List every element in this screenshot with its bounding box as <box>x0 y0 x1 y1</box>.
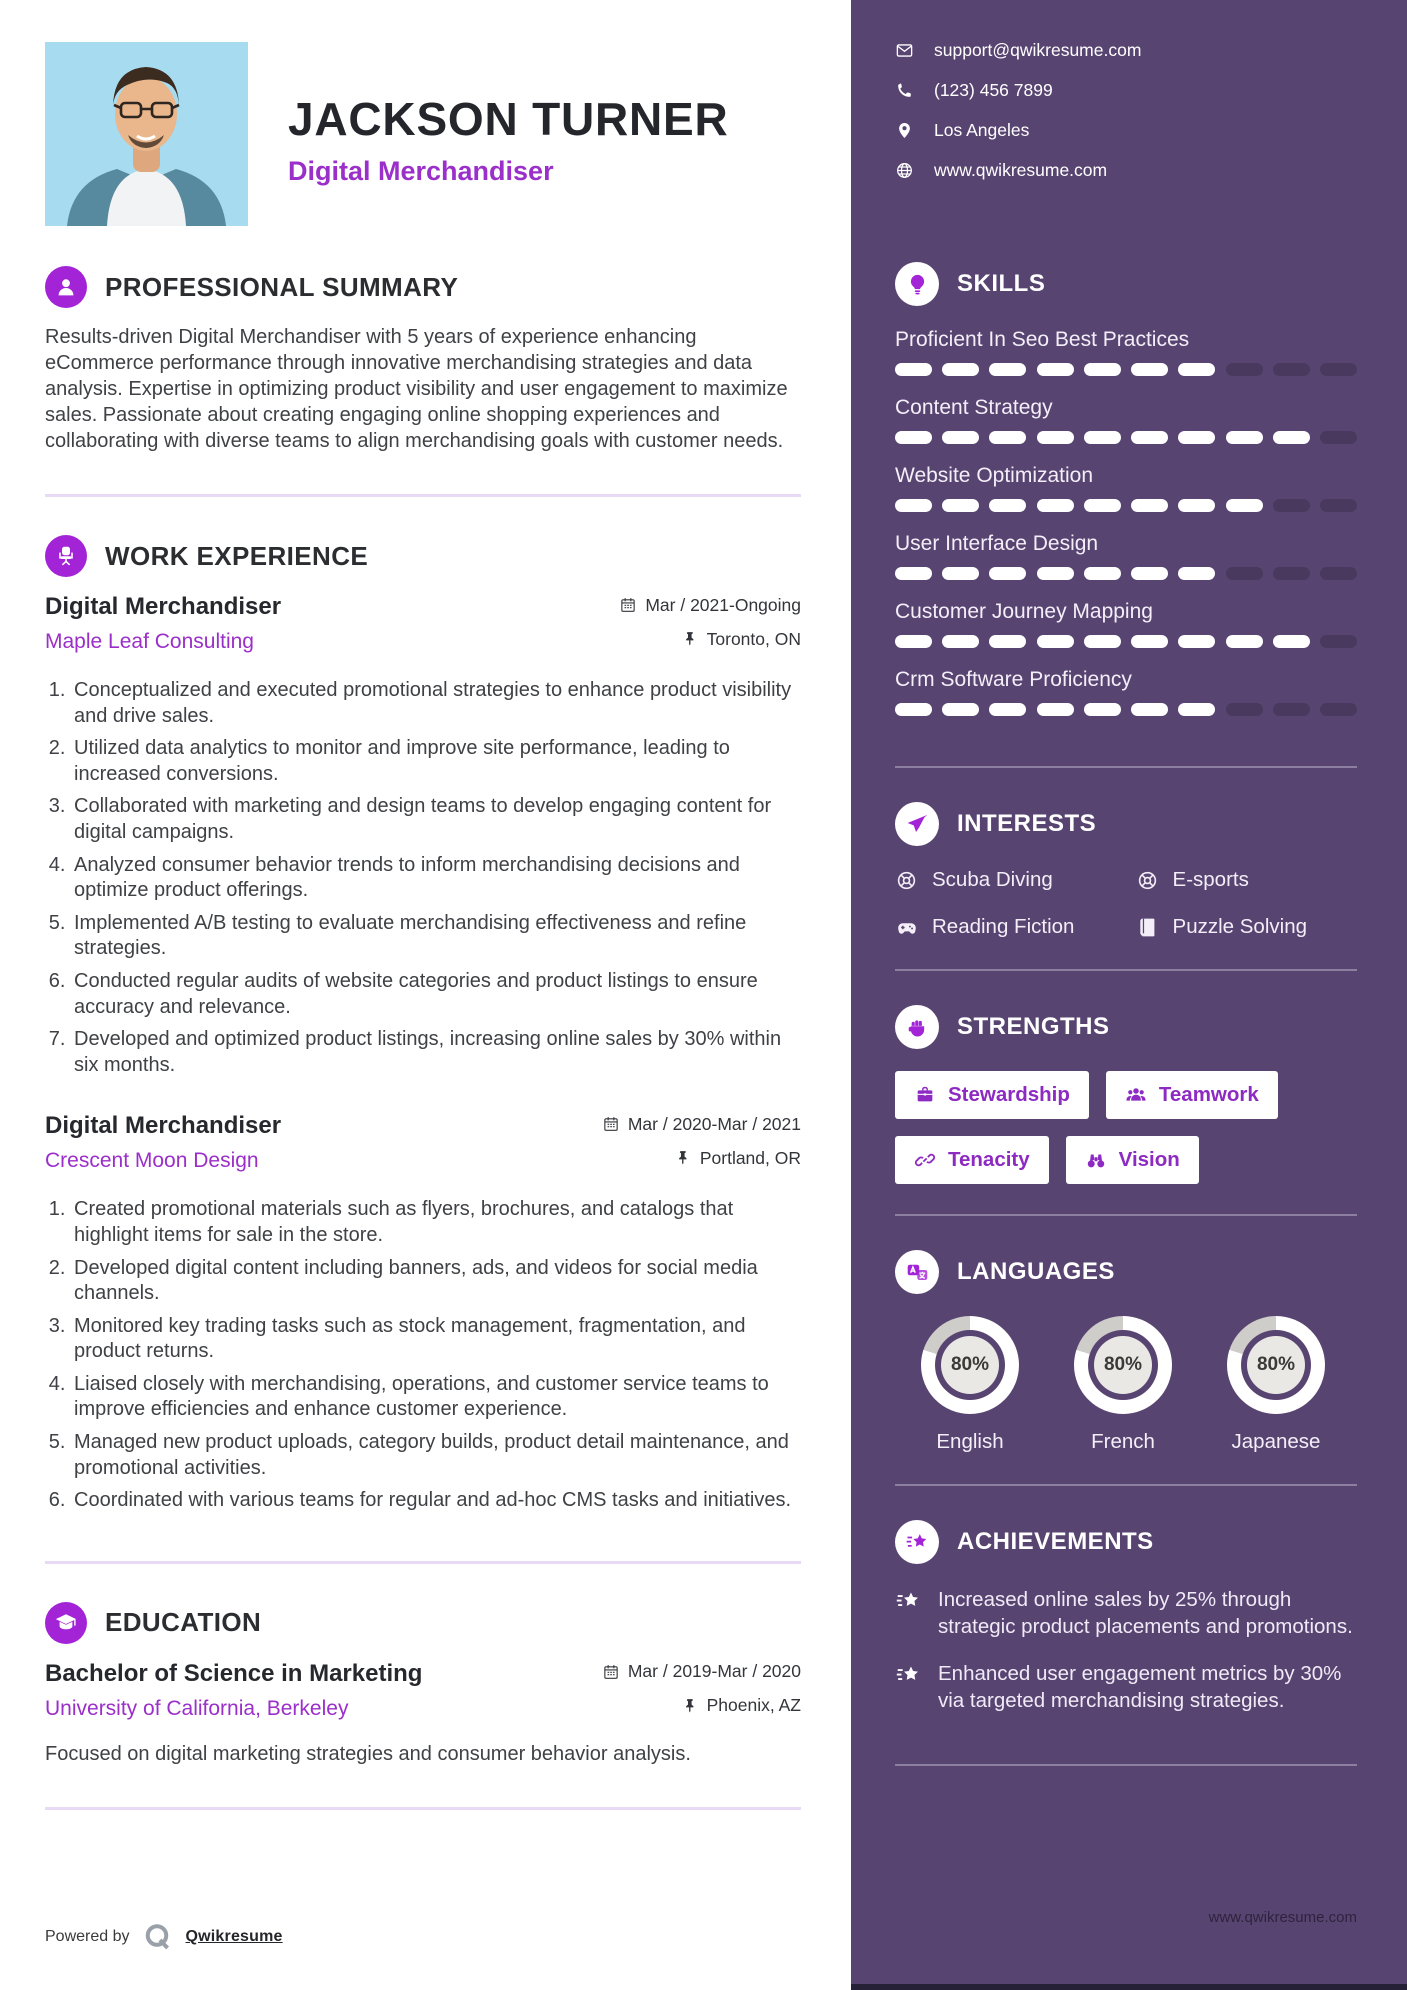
qwikresume-logo <box>143 1922 173 1952</box>
skill-level-bar <box>895 635 1357 648</box>
education-header <box>45 1602 801 1644</box>
skill-dash <box>1131 703 1168 716</box>
job-date <box>602 1114 801 1135</box>
identity-header <box>45 42 801 226</box>
education-date <box>602 1661 801 1682</box>
office-chair-icon <box>45 535 87 577</box>
skill-dash <box>1131 431 1168 444</box>
book-icon <box>1136 916 1159 939</box>
skill-dash <box>895 567 932 580</box>
language-ring <box>921 1316 1019 1414</box>
profile-photo <box>45 42 248 226</box>
wheel-icon <box>895 869 918 892</box>
job-date <box>619 595 801 616</box>
job-company: Crescent Moon Design <box>45 1149 259 1173</box>
job-date-text: Mar / 2021-Ongoing <box>645 594 801 615</box>
skill-dash <box>895 499 932 512</box>
job-entry <box>45 1112 801 1514</box>
divider <box>45 1561 801 1564</box>
achievement-item <box>895 1660 1357 1714</box>
job-bullet: 4. Analyzed consumer behavior trends to inform merchandising decisions and optimize product offerings. <box>71 853 801 904</box>
skill-dash <box>1273 635 1310 648</box>
skill-dash <box>895 431 932 444</box>
skill-dash <box>1273 567 1310 580</box>
skill-dash <box>1131 567 1168 580</box>
skill-dash <box>989 567 1026 580</box>
skill-dash <box>895 363 932 376</box>
skill-dash <box>1084 635 1121 648</box>
strength-badge <box>1066 1136 1199 1184</box>
contact-phone[interactable] <box>895 80 1357 101</box>
job-title: Digital Merchandiser <box>45 593 282 620</box>
phone-icon <box>895 81 914 100</box>
language-percent: 80% <box>1247 1336 1305 1394</box>
education-location-text: Phoenix, AZ <box>706 1695 801 1716</box>
education-section <box>45 1602 801 1767</box>
job-title: Digital Merchandiser <box>45 1112 282 1140</box>
skill-dash <box>1131 499 1168 512</box>
contact-location-text: Los Angeles <box>934 120 1030 140</box>
skill-dash <box>1037 431 1074 444</box>
skill-item <box>895 464 1357 512</box>
skill-dash <box>942 499 979 512</box>
summary-title: PROFESSIONAL SUMMARY <box>105 271 459 302</box>
education-location <box>681 1695 801 1716</box>
interest-label: E-sports <box>1172 868 1249 891</box>
shooting-star-icon <box>895 1520 939 1564</box>
skill-dash <box>989 363 1026 376</box>
skill-dash <box>1226 499 1263 512</box>
briefcase-icon <box>914 1084 936 1106</box>
envelope-icon <box>895 41 914 60</box>
pushpin-icon <box>681 630 699 648</box>
chain-icon <box>914 1149 936 1171</box>
skill-dash <box>1084 431 1121 444</box>
skill-dash <box>1178 499 1215 512</box>
interests-section <box>895 802 1357 939</box>
skill-dash <box>989 635 1026 648</box>
pushpin-icon <box>681 1697 699 1715</box>
skill-label: Website Optimization <box>895 464 1094 487</box>
sidebar-divider <box>895 1484 1357 1486</box>
job-bullet: 5. Implemented A/B testing to evaluate merchandising effectiveness and refine strategies. <box>71 911 801 962</box>
language-label: English <box>936 1430 1004 1453</box>
skill-level-bar <box>895 703 1357 716</box>
sidebar-divider <box>895 1764 1357 1766</box>
skill-dash <box>895 635 932 648</box>
job-bullet-list <box>45 1197 801 1514</box>
strengths-title: STRENGTHS <box>957 1013 1110 1040</box>
identity-text <box>288 92 729 187</box>
skill-dash <box>1131 635 1168 648</box>
strength-badge <box>1106 1071 1278 1119</box>
skill-dash <box>1037 363 1074 376</box>
interest-item <box>1136 868 1357 892</box>
education-date-text: Mar / 2019-Mar / 2020 <box>627 1661 801 1682</box>
job-location-text: Toronto, ON <box>706 628 801 649</box>
skill-dash <box>1273 363 1310 376</box>
education-title: EDUCATION <box>105 1607 262 1638</box>
interests-title: INTERESTS <box>957 810 1097 837</box>
lightbulb-icon <box>895 262 939 306</box>
skill-level-bar <box>895 363 1357 376</box>
job-bullet: 1. Conceptualized and executed promotional strategies to enhance product visibility and drive sales. <box>71 678 801 729</box>
job-location <box>681 629 801 650</box>
achievements-list <box>895 1586 1357 1714</box>
skill-dash <box>1037 703 1074 716</box>
shooting-star-icon <box>895 1588 922 1640</box>
skill-dash <box>1037 499 1074 512</box>
job-bullet: 3. Collaborated with marketing and design teams to develop engaging content for digital campaigns. <box>71 794 801 845</box>
person-name: JACKSON TURNER <box>288 93 729 145</box>
contact-email[interactable] <box>895 40 1357 61</box>
job-bullet: 7. Developed and optimized product listings, increasing online sales by 30% within six months. <box>71 1027 801 1078</box>
gamepad-icon <box>895 916 918 939</box>
calendar-icon <box>619 596 637 614</box>
job-company: Maple Leaf Consulting <box>45 630 254 653</box>
skill-dash <box>942 431 979 444</box>
job-bullet: 1. Created promotional materials such as flyers, brochures, and catalogs that highlight items for sale in the store. <box>71 1197 801 1248</box>
achievements-title: ACHIEVEMENTS <box>957 1528 1154 1555</box>
achievement-item <box>895 1586 1357 1640</box>
paper-plane-icon <box>895 802 939 846</box>
skill-dash <box>989 431 1026 444</box>
achievement-text: Enhanced user engagement metrics by 30% via targeted merchandising strategies. <box>938 1662 1342 1713</box>
qwikresume-link[interactable]: Qwikresume <box>185 1928 283 1945</box>
skill-level-bar <box>895 499 1357 512</box>
job-location <box>674 1148 801 1169</box>
skill-dash <box>1084 567 1121 580</box>
skill-label: Content Strategy <box>895 396 1053 419</box>
skill-dash <box>1273 431 1310 444</box>
skill-label: Crm Software Proficiency <box>895 668 1132 691</box>
work-title: WORK EXPERIENCE <box>105 540 369 571</box>
job-date-text: Mar / 2020-Mar / 2021 <box>627 1113 801 1134</box>
skill-level-bar <box>895 567 1357 580</box>
achievements-section <box>895 1520 1357 1734</box>
contact-website[interactable] <box>895 160 1357 181</box>
job-location-text: Portland, OR <box>699 1147 801 1168</box>
skill-dash <box>1320 431 1357 444</box>
skill-dash <box>1084 363 1121 376</box>
work-section <box>45 535 801 1521</box>
location-pin-icon <box>895 121 914 140</box>
divider <box>45 494 801 497</box>
school-name: University of California, Berkeley <box>45 1696 349 1720</box>
skill-dash <box>1131 363 1168 376</box>
job-bullet-list <box>45 678 801 1078</box>
job-bullet: 6. Conducted regular audits of website categories and product listings to ensure accuracy and relevance. <box>71 969 801 1020</box>
interest-label: Reading Fiction <box>932 915 1075 938</box>
sidebar-divider <box>895 969 1357 971</box>
contact-block <box>895 40 1357 200</box>
skill-dash <box>1273 499 1310 512</box>
skill-dash <box>1226 431 1263 444</box>
skill-dash <box>989 499 1026 512</box>
job-entry <box>45 593 801 1078</box>
skill-dash <box>942 567 979 580</box>
pushpin-icon <box>674 1149 692 1167</box>
skill-dash <box>1226 363 1263 376</box>
strength-label: Vision <box>1118 1148 1180 1171</box>
graduation-cap-icon <box>45 1602 87 1644</box>
skill-item <box>895 328 1357 376</box>
skill-dash <box>1320 703 1357 716</box>
skill-dash <box>1226 635 1263 648</box>
skill-dash <box>1178 567 1215 580</box>
strength-label: Teamwork <box>1158 1083 1259 1106</box>
skill-label: Customer Journey Mapping <box>895 600 1153 623</box>
skill-dash <box>1037 635 1074 648</box>
skill-dash <box>1320 567 1357 580</box>
language-ring <box>1227 1316 1325 1414</box>
language-percent: 80% <box>941 1336 999 1394</box>
wheel-icon <box>1136 869 1159 892</box>
interest-label: Scuba Diving <box>932 868 1053 891</box>
language-item <box>1048 1316 1198 1454</box>
sidebar-site-url: www.qwikresume.com <box>1208 1909 1357 1926</box>
strengths-list <box>895 1071 1357 1184</box>
skill-item <box>895 396 1357 444</box>
fist-icon <box>895 1005 939 1049</box>
calendar-icon <box>602 1663 620 1681</box>
strengths-section <box>895 1005 1357 1184</box>
sidebar-divider <box>895 766 1357 768</box>
team-icon <box>1125 1084 1147 1106</box>
skill-dash <box>895 703 932 716</box>
language-label: Japanese <box>1231 1430 1321 1453</box>
skill-item <box>895 532 1357 580</box>
skill-dash <box>1273 703 1310 716</box>
contact-phone-text: (123) 456 7899 <box>934 80 1053 100</box>
binoculars-icon <box>1085 1149 1107 1171</box>
job-bullet: 4. Liaised closely with merchandising, operations, and customer service teams to improve efficiencies and enhance customer experience. <box>71 1372 801 1423</box>
achievement-text: Increased online sales by 25% through strategic product placements and promotions. <box>938 1588 1353 1639</box>
globe-icon <box>895 161 914 180</box>
skills-section <box>895 262 1357 736</box>
translate-icon <box>895 1250 939 1294</box>
skill-dash <box>942 635 979 648</box>
powered-by-footer <box>45 1922 801 1952</box>
job-bullet: 3. Monitored key trading tasks such as stock management, fragmentation, and product returns. <box>71 1314 801 1365</box>
language-label: French <box>1091 1430 1155 1453</box>
summary-header <box>45 266 801 308</box>
language-ring <box>1074 1316 1172 1414</box>
summary-text: Results-driven Digital Merchandiser with 5 years of experience enhancing eCommerce performance through innovative merchandising strategies and data analysis. Expertise in optimizing product visibility and user engagement to maximize sales. Passionate about creating engaging online shopping experiences and collaborating with diverse teams to align merchandising goals with customer needs. <box>45 326 788 452</box>
skill-dash <box>1178 703 1215 716</box>
skill-dash <box>1084 703 1121 716</box>
strength-badge <box>895 1071 1089 1119</box>
skill-dash <box>1226 703 1263 716</box>
strength-label: Stewardship <box>948 1083 1070 1106</box>
skill-dash <box>1178 635 1215 648</box>
work-header <box>45 535 801 577</box>
education-note: Focused on digital marketing strategies and consumer behavior analysis. <box>45 1742 691 1765</box>
interest-label: Puzzle Solving <box>1172 915 1307 938</box>
person-title: Digital Merchandiser <box>288 156 554 186</box>
sidebar <box>851 0 1407 1990</box>
skill-label: User Interface Design <box>895 532 1099 555</box>
sidebar-divider <box>895 1214 1357 1216</box>
skill-dash <box>1226 567 1263 580</box>
skills-title: SKILLS <box>957 270 1046 297</box>
job-bullet: 2. Utilized data analytics to monitor and improve site performance, leading to increased conversions. <box>71 736 801 787</box>
skill-dash <box>1178 363 1215 376</box>
interest-item <box>895 868 1128 892</box>
skill-dash <box>1037 567 1074 580</box>
skill-dash <box>1320 499 1357 512</box>
languages-title: LANGUAGES <box>957 1258 1115 1285</box>
job-bullet: 6. Coordinated with various teams for regular and ad-hoc CMS tasks and initiatives. <box>71 1488 801 1514</box>
job-bullet: 2. Developed digital content including banners, ads, and videos for social media channels. <box>71 1256 801 1307</box>
skill-item <box>895 668 1357 716</box>
profile-photo-illustration <box>45 42 248 226</box>
strength-badge <box>895 1136 1049 1184</box>
degree-title: Bachelor of Science in Marketing <box>45 1659 423 1687</box>
contact-website-text: www.qwikresume.com <box>934 160 1108 180</box>
skill-dash <box>1320 635 1357 648</box>
skill-dash <box>1178 431 1215 444</box>
language-item <box>1201 1316 1351 1454</box>
shooting-star-icon <box>895 1662 922 1714</box>
user-icon <box>45 266 87 308</box>
skill-item <box>895 600 1357 648</box>
skill-level-bar <box>895 431 1357 444</box>
skill-dash <box>942 363 979 376</box>
powered-by-label: Powered by <box>45 1928 130 1945</box>
language-item <box>895 1316 1045 1454</box>
skill-dash <box>1084 499 1121 512</box>
strength-label: Tenacity <box>948 1148 1030 1171</box>
languages-section <box>895 1250 1357 1454</box>
languages-list <box>895 1316 1357 1454</box>
skill-dash <box>989 703 1026 716</box>
divider <box>45 1807 801 1810</box>
interest-item <box>1136 915 1357 939</box>
skill-label: Proficient In Seo Best Practices <box>895 328 1190 351</box>
summary-section <box>45 266 801 454</box>
interests-list <box>895 868 1357 939</box>
skill-dash <box>942 703 979 716</box>
interest-item <box>895 915 1128 939</box>
contact-location <box>895 120 1357 141</box>
contact-email-text: support@qwikresume.com <box>934 40 1142 60</box>
job-bullet: 5. Managed new product uploads, category builds, product detail maintenance, and promotional activities. <box>71 1430 801 1481</box>
calendar-icon <box>602 1115 620 1133</box>
skill-dash <box>1320 363 1357 376</box>
skills-list <box>895 328 1357 716</box>
language-percent: 80% <box>1094 1336 1152 1394</box>
